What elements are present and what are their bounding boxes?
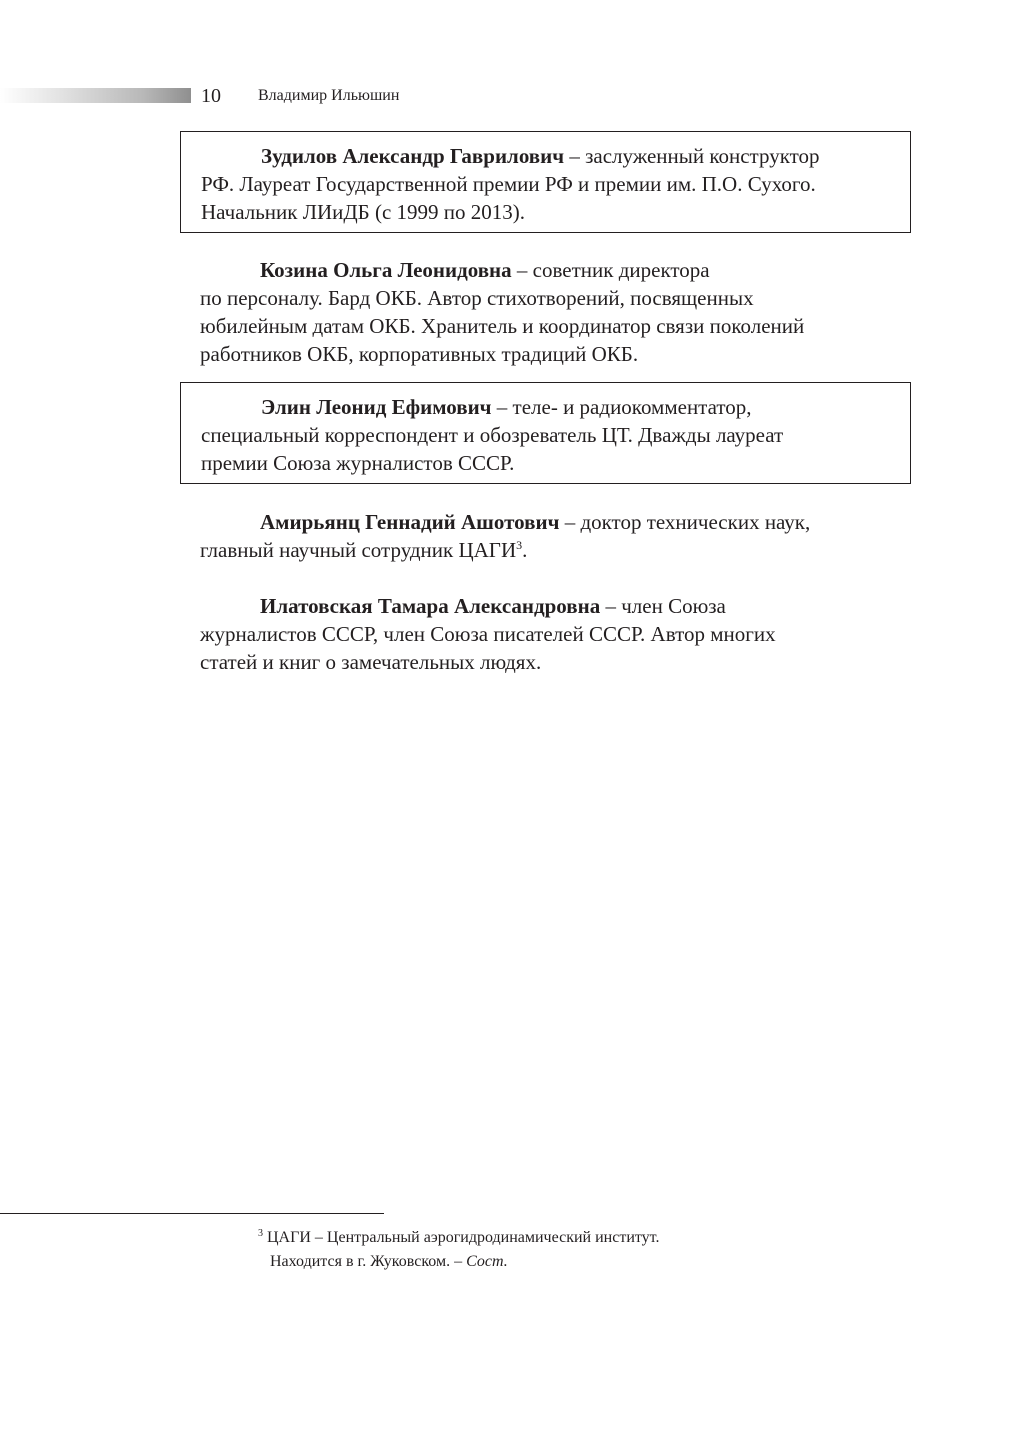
entry-ilatovskaya [180,592,911,676]
entry-name: Зудилов Александр Гаврилович [261,144,565,168]
entry-amiryants-text: Амирьянц Геннадий Ашотович – доктор технических наук, главный научный сотрудник ЦАГИ$^3$. [200,510,811,562]
entry-zudilov-text: Зудилов Александр Гаврилович – заслуженный конструктор РФ. Лауреат Государственной премии РФ и премии им. П.О. Сухого. Начальник ЛИиДБ (с 1999 по 2013). [201,144,820,224]
entry-name: Амирьянц Геннадий Ашотович [260,510,560,534]
running-head: Владимир Ильюшин [258,87,400,104]
footnote-source: Сост. [466,1253,508,1270]
entry-elin [180,382,911,484]
footnote-divider [0,1213,384,1214]
entry-kozina [180,256,911,368]
entry-kozina-text: Козина Ольга Леонидовна – советник директора по персоналу. Бард ОКБ. Автор стихотворений, посвященных юбилейным датам ОКБ. Хранитель и координатор связи поколений работников ОКБ, корпоративных традиций ОКБ. [200,258,805,366]
entry-ilatovskaya-text: Илатовская Тамара Александровна – член Союза журналистов СССР, член Союза писателей СССР. Автор многих статей и книг о замечательных людях. [200,594,776,674]
entry-zudilov [180,131,911,233]
footnote-marker: 3 [258,1228,263,1239]
entry-name: Илатовская Тамара Александровна [260,594,601,618]
page-number: 10 [201,85,221,107]
footnote: $^3$ ЦАГИ – Центральный аэрогидродинамический институт. Находится в г. Жуковском. – Сост. [258,1228,660,1270]
entry-elin-text: Элин Леонид Ефимович – теле- и радиокомментатор, специальный корреспондент и обозреватель ЦТ. Дважды лауреат премии Союза журналистов СССР. [201,395,784,475]
header-gradient-bar [0,88,191,103]
entry-name: Элин Леонид Ефимович [261,395,492,419]
footnote-reference[interactable]: 3 [516,538,523,552]
entry-name: Козина Ольга Леонидовна [260,258,512,282]
entry-amiryants [180,508,911,564]
